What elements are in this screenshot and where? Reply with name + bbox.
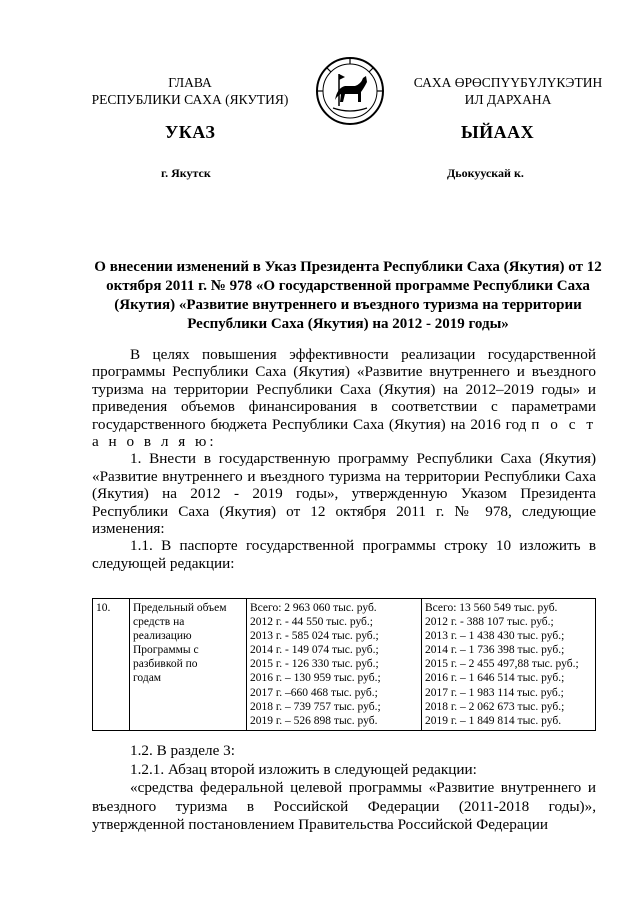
header-left xyxy=(80,74,300,108)
header-left-line1: ГЛАВА xyxy=(168,75,212,90)
paragraph-intro-text: В целях повышения эффективности реализации государственной программы Республики Саха (Якутия) «Развитие внутреннего и въездного туризма на территории Республики Саха (Якутия) на 2012–2019 годы» и приведения объемов финансирования в соответствии с параметрами государственного бюджета Республики Саха (Якутия) на 2016 год xyxy=(92,346,596,433)
col_a-line: 2017 г. –660 468 тыс. руб.; xyxy=(250,686,378,699)
col_a-line: 2016 г. – 130 959 тыс. руб.; xyxy=(250,672,381,685)
city-left: г. Якутск xyxy=(161,166,211,180)
document-body-continued xyxy=(92,742,596,835)
col_a-line: 2018 г. – 739 757 тыс. руб.; xyxy=(250,700,381,713)
paragraph-1: 1. Внести в государственную программу Республики Саха (Якутия) «Развитие внутреннего и въездного туризма на территории Республики Саха (Якутия) на 2012 - 2019 годы», утвержденную Указом Президента Республики Саха (Якутия) от 12 октября 2011 г. № 978, следующие изменения: xyxy=(92,450,596,538)
label_lines-line: реализацию xyxy=(133,630,192,643)
table-cell-old-values xyxy=(247,599,422,731)
col_a-line: 2013 г. - 585 024 тыс. руб.; xyxy=(250,630,379,643)
label_lines-line: Программы с xyxy=(133,644,199,657)
col_a-line: 2012 г. - 44 550 тыс. руб.; xyxy=(250,616,373,629)
paragraph-quote: «средства федеральной целевой программы «Развитие внутреннего и въездного туризма в Российской Федерации (2011-2018 годы)», утвержденной постановлением Правительства Российской Федерации xyxy=(92,779,596,833)
passport-table xyxy=(92,598,596,731)
table-cell-new-values xyxy=(422,599,596,731)
paragraph-intro xyxy=(92,346,596,450)
col_b-line: 2014 г. – 1 736 398 тыс. руб.; xyxy=(425,644,565,657)
col_b-line: 2016 г. – 1 646 514 тыс. руб.; xyxy=(425,672,565,685)
header-right-line2: ИЛ ДАРХАНА xyxy=(464,92,552,107)
header-right xyxy=(388,74,628,108)
label_lines-line: Предельный объем xyxy=(133,602,227,614)
table-cell-label xyxy=(130,599,247,731)
col_a-line: 2014 г. - 149 074 тыс. руб.; xyxy=(250,644,379,657)
label_lines-line: средств на xyxy=(133,616,185,629)
header-right-line1: САХА ӨРӨСПҮҮБҮЛҮКЭТИН xyxy=(413,75,603,90)
col_b-line: 2017 г. – 1 983 114 тыс. руб.; xyxy=(425,686,564,699)
label_lines-line: годам xyxy=(133,672,162,685)
col_b-line: 2019 г. – 1 849 814 тыс. руб. xyxy=(425,714,562,727)
document-body xyxy=(92,346,596,572)
col_b-line: 2013 г. – 1 438 430 тыс. руб.; xyxy=(425,630,565,643)
col_b-line: Всего: 13 560 549 тыс. руб. xyxy=(425,602,558,614)
city-right: Дьокуускай к. xyxy=(447,166,524,180)
decree-word: п о с т а н о в л я ю: xyxy=(92,415,597,451)
decree-title-right: ЫЙААХ xyxy=(461,122,535,142)
col_a-line: 2015 г. - 126 330 тыс. руб.; xyxy=(250,658,379,671)
table-row xyxy=(93,599,596,731)
paragraph-1-1: 1.1. В паспорте государственной программы строку 10 изложить в следующей редакции: xyxy=(92,537,596,572)
col_a-line: Всего: 2 963 060 тыс. руб. xyxy=(250,602,377,614)
coat-of-arms-seal-icon xyxy=(315,56,385,126)
paragraph-1-2-1: 1.2.1. Абзац второй изложить в следующей редакции: xyxy=(130,760,477,778)
document-title: О внесении изменений в Указ Президента Республики Саха (Якутия) от 12 октября 2011 г. № 978 «О государственной программе Республики Саха (Якутия) «Развитие внутреннего и въездного туризма на территории Республики Саха (Якутия) на 2012 - 2019 годы» xyxy=(94,259,602,332)
decree-title-left: УКАЗ xyxy=(165,122,216,142)
col_a-line: 2019 г. – 526 898 тыс. руб. xyxy=(250,714,378,727)
header-left-line2: РЕСПУБЛИКИ САХА (ЯКУТИЯ) xyxy=(91,92,289,107)
col_b-line: 2018 г. – 2 062 673 тыс. руб.; xyxy=(425,700,565,713)
label_lines-line: разбивкой по xyxy=(133,658,198,671)
col_b-line: 2012 г. - 388 107 тыс. руб.; xyxy=(425,616,554,629)
col_b-line: 2015 г. – 2 455 497,88 тыс. руб.; xyxy=(425,658,579,671)
paragraph-1-2: 1.2. В разделе 3: xyxy=(130,742,235,759)
table-cell-number: 10. xyxy=(93,599,130,731)
